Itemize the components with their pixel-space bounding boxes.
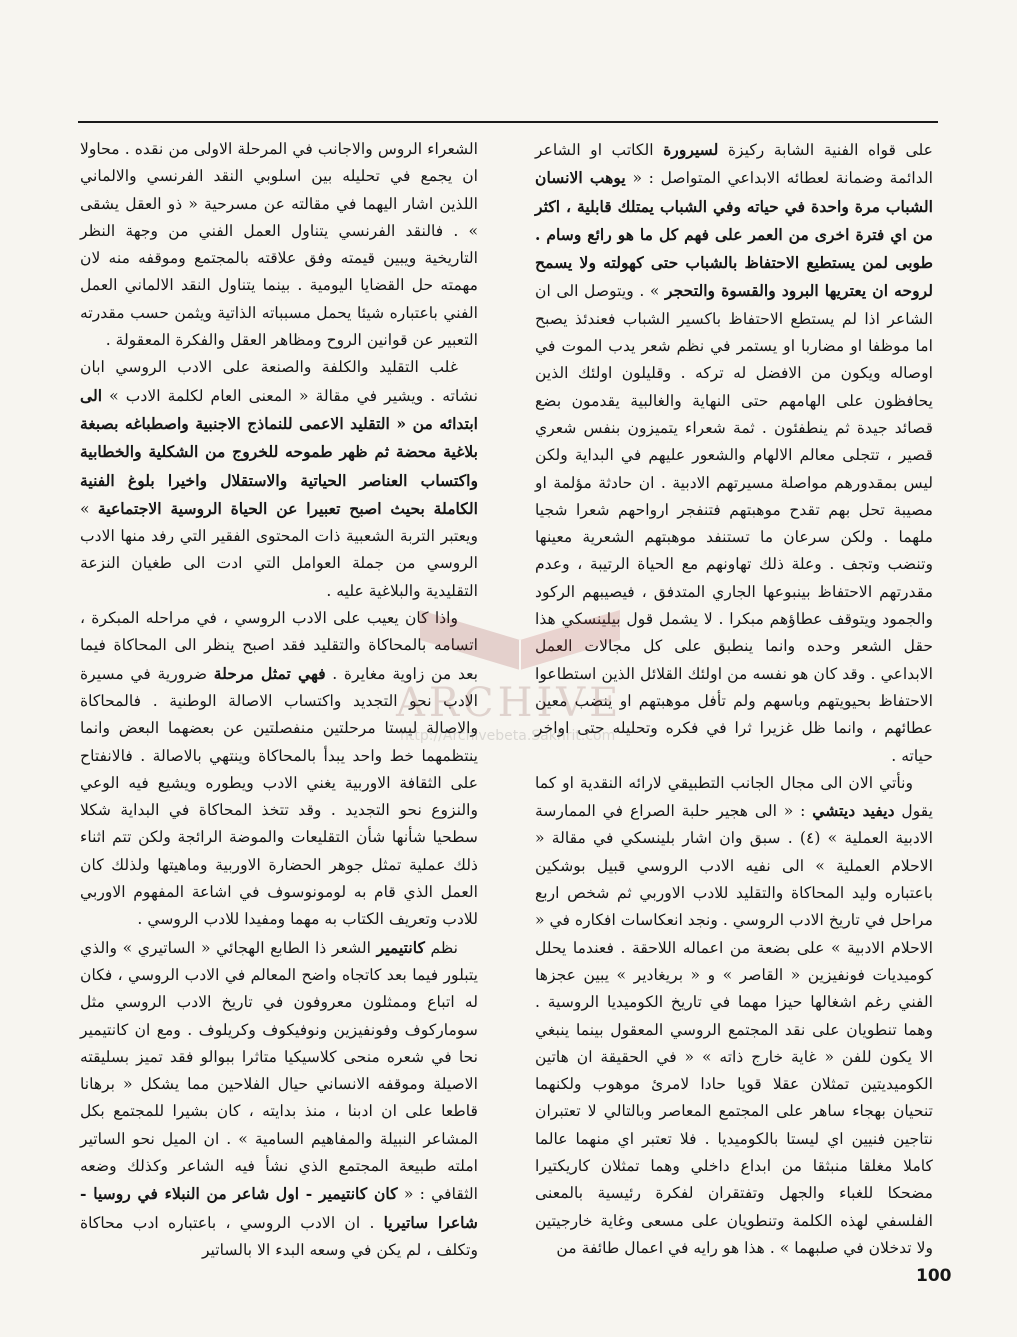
- article-paragraph: [80, 605, 478, 934]
- body-text: » ويعتبر التربة الشعبية ذات المحتوى الفقير التي رفد منها الادب الروسي من جملة العوامل التي ادت الى طغيان النزعة التقليدية والبلاغية عليه .: [80, 499, 478, 600]
- body-text: الكاتب او الشاعر الدائمة وضمانة لعطائه الابداعي المتواصل : «: [535, 141, 933, 188]
- body-text: الشعراء الروس والاجانب في المرحلة الاولى من نقده . محاولا ان يجمع في تحليله بين اسلوبي النقد الفرنسي والالماني اللذين اشار اليهما في مقالته عن مسرحية « ذو العقل يشقى » . فالنقد الفرنسي يتناول العمل الفني من وجهة النظر التاريخية ويبين قيمته وفق علاقته بالمجتمع وموقفه منه لان مهمته حل القضايا اليومية . بينما يتناول النقد الالماني العمل الفني باعتباره شيئا يحمل مسبباته الذاتية ويثمن حسب مقدرته التعبير عن قوانين الروح ومظاهر العقل والفكرة المعقولة .: [80, 140, 478, 350]
- bold-text: كان كانتيمير - اول شاعر من النبلاء في روسيا - شاعرا ساتيريا: [80, 1184, 478, 1232]
- body-text: ونأتي الان الى مجال الجانب التطبيقي لارائه النقدية او كما يقول: [535, 773, 933, 821]
- body-text: الشعر ذا الطابع الهجائي « الساتيري » والذي يتبلور فيما بعد كاتجاه واضح المعالم في الادب الروسي ، فكان له اتباع وممثلون معروفون في تاريخ الادب الروسي مثل سوماركوف وفونفيزين ونوفيكوف وكريلوف . ومع ان كانتيمير نحا في شعره منحى كلاسيكيا متاثرا ببوالو فقد تميز بسليقته الاصيلة وموقفه الانساني حيال الفلاحين مما يشكل « برهانا قاطعا على ان ادبنا ، منذ بدايته ، كان بشيرا للمجتمع بكل المشاعر النبيلة والمفاهيم السامية » . ان الميل نحو الساتير املته طبيعة المجتمع الذي نشأ فيه الشاعر وكذلك وضعه الثقافي : «: [80, 938, 479, 1204]
- body-text: : « الى هجير حلبة الصراع في الممارسة الادبية العملية » (٤) . سبق وان اشار بلينسكي في مقالة « الاحلام العملية » الى نفيه الادب الروسي قبيل بوشكين باعتباره وليد المحاكاة والتقليد للادب الاوربي ثم شخص اربع مراحل في تاريخ الادب الروسي . ونجد انعكاسات افكاره في « الاحلام الادبية » على بضعة من اعماله اللاحقة . فعندما يحلل كوميديات فونفيزين « القاصر » و « بريغادير » يبين عجزها الفني رغم اشغالها حيزا مهما في تاريخ الكوميديا الروسية . وهما تنطويان على نقد المجتمع الروسي المعقول بينما ينبغي الا يكون للفن « غاية خارج ذاته » « في الحقيقة ان هاتين الكوميديتين تمثلان عقلا قويا حادا لامرئ موهوب ولكنهما تنحيان بهجاء ساهر على المجتمع المعاصر وبالتالي لا تعتبران نتاجين فنيين اي ليستا بالكوميديا . فلا تعتبر اي منهما عالما كاملا مغلقا منبثقا من ابداع داخلي وهما تمثلان كاريكتيرا مضحكا للغباء والجهل وتفتقران لفكرة رئيسية بالمعنى الفلسفي لهذه الكلمة وتنطويان على مسعى وغاية خارجيتين ولا تدخلان في صلبهما » . هذا هو رايه في اعمال طائفة من: [535, 802, 933, 1257]
- bold-text: الى ابتدائه من « التقليد الاعمى للنماذج الاجنبية واصطباغه بصبغة بلاغية محضة ثم ظهر طموحه للخروج من الشكلية والخطابية واكتساب العناصر الحياتية والاستقلال واخيرا بلوغ الفنية الكاملة بحيث اصبح تعبيرا عن الحياة الروسية الاجتماعية: [80, 385, 479, 518]
- article-paragraph: [80, 136, 478, 354]
- article-paragraph: [80, 354, 478, 605]
- bold-text: لسيرورة: [663, 140, 719, 159]
- right-column: [535, 136, 933, 1257]
- left-column: [80, 136, 479, 1259]
- article-paragraph: [80, 934, 478, 1265]
- page-number: 100: [916, 1266, 952, 1286]
- body-text: غلب التقليد والكلفة والصنعة على الادب الروسي ابان نشاته . ويشير في مقالة « المعنى العام لكلمة الادب »: [80, 358, 478, 405]
- watermark-url: http://Archivebeta.Sakhrit.com: [400, 728, 616, 744]
- bold-text: يوهب الانسان الشباب مرة واحدة في حياته وفي الشباب يمتلك قابلية ، اكثر من اي فترة اخرى من العمر على فهم كل ما هو رائع وسام . طوبى لمن يستطيع الاحتفاظ بالشباب حتى كهولته ولا يسمح لروحه ان يعتريها البرود والقسوة والتحجر: [535, 168, 933, 301]
- article-paragraph: [535, 770, 933, 1262]
- watermark-text: ARCHIVE: [396, 680, 623, 726]
- header-rule: [78, 121, 938, 123]
- bold-text: ديفيد ديتشي: [812, 801, 895, 821]
- body-text: . ان الادب الروسي ، باعتباره ادب محاكاة وتكلف ، لم يكن في وسعه البدء الا بالساتير: [80, 1213, 478, 1259]
- bold-text: فهي تمثل مرحلة: [213, 663, 326, 683]
- body-text: » . ويتوصل الى ان الشاعر اذا لم يستطع الاحتفاظ باكسير الشباب فعندئذ يصبح اما موظفا او مضاربا او يستمر في نظم شعر يدب الموت في اوصاله ويكون من الافضل له تركه . وقليلون اولئك الذين يحافظون على الهامهم حتى النهاية والغالبية يقدمون بضع قصائد جيدة ثم ينطفئون . ثمة شعراء يتميزون بنفس شعري قصير ، تتجلى معالم الالهام والشعور عليهم في البداية ولكن ليس بمقدورهم مواصلة مسيرتهم الادبية . ان حادثة مؤلمة او مصيبة تحل بهم تقدح موهبتهم فتنفجر ارواحهم شعرا شجيا ملهما . ولكن سرعان ما تستنفد موهبتهم الشعرية معينها وتنضب وتجف . وعلة ذلك تهاونهم مع الحياة الرتيبة ، وعدم مقدرتهم الاحتفاظ بينبوعها الجاري المتدفق ، فيصيبهم الركود والجمود ويتوقف عطاؤهم مبكرا . لا يشمل قول بيلينسكي هذا حقل الشعر وحده وانما ينطبق على كل مجالات العمل الابداعي . وقد كان هو نفسه من اولئك القلائل الذين استطاعوا الاحتفاظ بحيويتهم وباسهم ولم تأفل موهبتهم او ينضب معين عطائهم ، وانما ظل غزيرا ثرا في فكره وتحليله حتى اواخر حياته .: [535, 282, 933, 765]
- bold-text: كانتيمير: [376, 937, 425, 957]
- body-text: ضرورية في مسيرة الادب نحو التجديد واكتساب الاصالة الوطنية . فالمحاكاة والاصالة ليستا مرحلتين منفصلتين عن بعضهما البعض وانما ينتظمهما خط واحد يبدأ بالمحاكاة وينتهي بالاصالة . فالانفتاح على الثقافة الاوربية يغني الادب ويطوره ويشيع فيه الوعي والنزوع نحو التجديد . وقد تتخذ المحاكاة في البداية شكلا سطحيا شأنها شأن التقليعات والموضة الرائجة ولكن تتم اثناء ذلك عملية تمثل جوهر الحضارة الاوربية وماهيتها ولذلك كان العمل الذي قام به لومونوسوف في اشاعة المفهوم الاوربي للادب وتعريف الكتاب به مهما ومفيدا للادب الروسي .: [80, 664, 478, 929]
- article-paragraph: [535, 136, 933, 770]
- body-text: واذا كان يعيب على الادب الروسي ، في مراحله المبكرة ، اتسامه بالمحاكاة والتقليد فقد اصبح ينظر الى المحاكاة فيما بعد من زاوية مغايرة .: [80, 609, 478, 683]
- body-text: نظم: [424, 938, 459, 957]
- body-text: على قواه الفنية الشابة ركيزة: [718, 141, 933, 159]
